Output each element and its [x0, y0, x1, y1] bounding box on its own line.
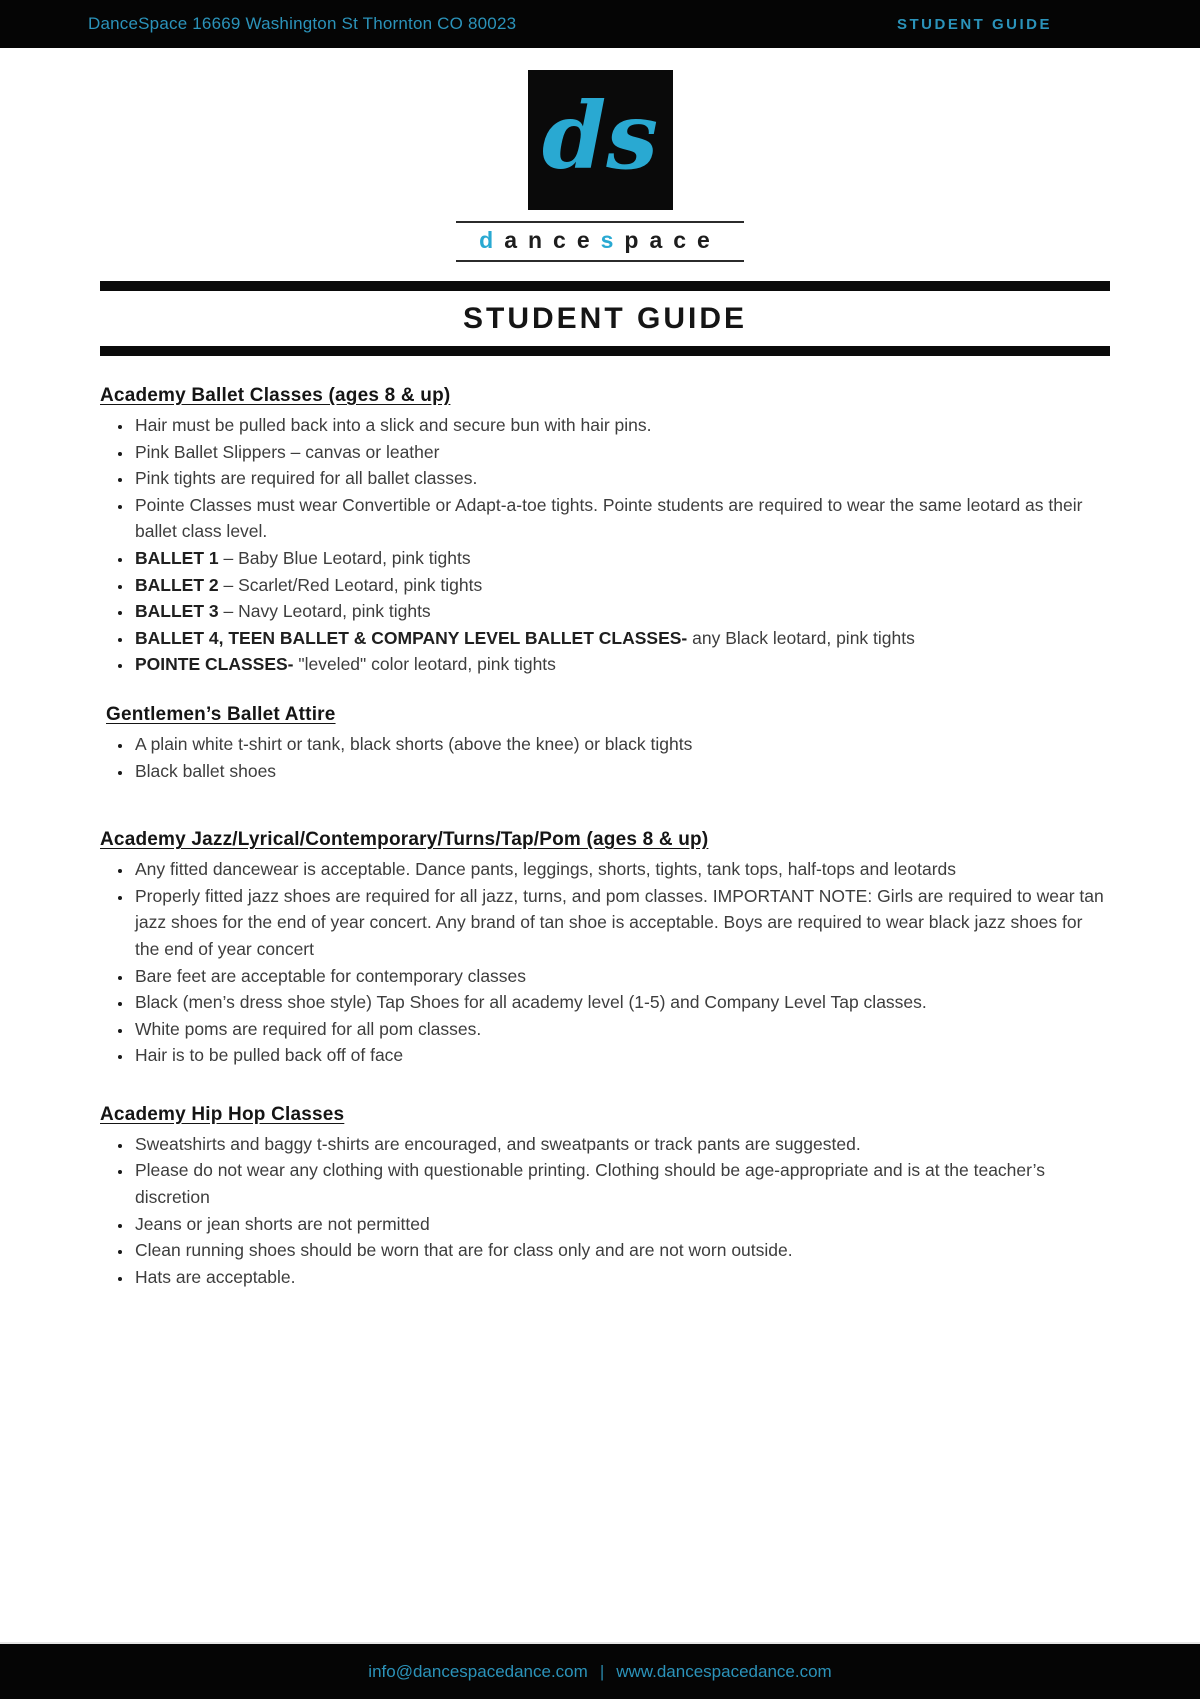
bullet-text: – Scarlet/Red Leotard, pink tights: [218, 574, 483, 595]
bullet-text: Sweatshirts and baggy t-shirts are encouraged, and sweatpants or track pants are suggested.: [135, 1133, 861, 1154]
bullet-text: A plain white t-shirt or tank, black shorts (above the knee) or black tights: [135, 733, 693, 754]
list-item: [133, 856, 1110, 883]
list-item: [133, 883, 1110, 963]
list-item: [133, 545, 1110, 572]
list-item: [133, 439, 1110, 466]
studio-address: DanceSpace 16669 Washington St Thornton CO 80023: [88, 14, 517, 33]
academy-hip-hop-list: [100, 1131, 1110, 1291]
dancespace-wordmark: [456, 221, 744, 262]
list-item: [133, 465, 1110, 492]
bullet-bold: POINTE CLASSES-: [135, 654, 294, 675]
bullet-text: Pointe Classes must wear Convertible or Adapt-a-toe tights. Pointe students are required to wear the same leotard as their ballet class level.: [135, 494, 1083, 542]
bullet-bold: BALLET 2: [135, 574, 219, 595]
bullet-text: Pink tights are required for all ballet classes.: [135, 468, 478, 489]
bullet-text: Hair must be pulled back into a slick and secure bun with hair pins.: [135, 415, 652, 435]
wordmark-ance: ance: [504, 227, 601, 253]
list-item: [133, 492, 1110, 545]
list-item: [133, 598, 1110, 625]
footer-website-link[interactable]: www.dancespacedance.com: [616, 1661, 832, 1681]
wordmark-letter-s: s: [600, 227, 625, 253]
list-item: [133, 1211, 1110, 1238]
bullet-text: – Baby Blue Leotard, pink tights: [218, 547, 471, 568]
bullet-text: Black ballet shoes: [135, 760, 277, 781]
bullet-text: Pink Ballet Slippers – canvas or leather: [135, 441, 440, 462]
logo-block: [0, 48, 1200, 262]
footer-bar: [0, 1642, 1200, 1699]
section-heading-academy-ballet: Academy Ballet Classes (ages 8 & up): [100, 385, 451, 406]
list-item: [133, 989, 1110, 1016]
list-item: [133, 1042, 1110, 1069]
gentlemens-attire-list: [100, 731, 1110, 784]
bullet-text: – Navy Leotard, pink tights: [218, 601, 431, 622]
list-item: [133, 1016, 1110, 1043]
list-item: [133, 412, 1110, 439]
bullet-bold: BALLET 4, TEEN BALLET & COMPANY LEVEL BALLET CLASSES-: [135, 627, 688, 648]
bullet-bold: BALLET 3: [135, 601, 219, 622]
list-item: [133, 625, 1110, 652]
academy-ballet-list: [100, 412, 1110, 678]
bullet-text: Please do not wear any clothing with questionable printing. Clothing should be age-appropriate and is at the teacher’s discretion: [135, 1160, 1045, 1208]
title-rule-top: [100, 281, 1110, 291]
section-heading-gentlemens-ballet-attire: Gentlemen’s Ballet Attire: [106, 703, 336, 725]
bullet-text: Hats are acceptable.: [135, 1266, 296, 1287]
page-title: STUDENT GUIDE: [462, 302, 747, 335]
footer-email-link[interactable]: info@dancespacedance.com: [368, 1661, 588, 1681]
list-item: [133, 963, 1110, 990]
bullet-text: Black (men’s dress shoe style) Tap Shoes for all academy level (1-5) and Company Level Tap classes.: [135, 992, 927, 1013]
list-item: [133, 1264, 1110, 1291]
wordmark-letter-d: d: [479, 227, 505, 253]
bullet-text: any Black leotard, pink tights: [687, 627, 915, 648]
dancespace-logo: [528, 70, 673, 210]
list-item: [133, 1237, 1110, 1264]
top-header-bar: [0, 0, 1200, 48]
bullet-text: White poms are required for all pom classes.: [135, 1018, 482, 1039]
list-item: [133, 572, 1110, 599]
section-heading-academy-jazz: Academy Jazz/Lyrical/Contemporary/Turns/Tap/Pom (ages 8 & up): [100, 829, 709, 851]
bullet-text: Hair is to be pulled back off of face: [135, 1045, 404, 1066]
wordmark-pace: pace: [624, 227, 721, 253]
list-item: [133, 731, 1110, 758]
header-page-label: STUDENT GUIDE: [896, 15, 1052, 33]
bullet-text: Clean running shoes should be worn that are for class only and are not worn outside.: [135, 1240, 793, 1261]
academy-jazz-list: [100, 856, 1110, 1069]
list-item: [133, 651, 1110, 678]
document-body: [0, 281, 1200, 1290]
bullet-bold: BALLET 1: [135, 547, 219, 568]
list-item: [133, 1157, 1110, 1210]
list-item: [133, 1131, 1110, 1158]
title-rule-bottom: [100, 346, 1110, 356]
section-heading-academy-hip-hop: Academy Hip Hop Classes: [100, 1103, 345, 1125]
bullet-text: Any fitted dancewear is acceptable. Dance pants, leggings, shorts, tights, tank tops, half-tops and leotards: [135, 859, 957, 880]
list-item: [133, 758, 1110, 785]
bullet-text: Jeans or jean shorts are not permitted: [135, 1213, 430, 1234]
ds-logo-monogram: ds: [541, 82, 659, 190]
bullet-text: "leveled" color leotard, pink tights: [293, 654, 556, 675]
bullet-text: Bare feet are acceptable for contemporary classes: [135, 965, 527, 986]
footer-separator: |: [599, 1661, 605, 1681]
bullet-text: Properly fitted jazz shoes are required for all jazz, turns, and pom classes. IMPORTANT NOTE: Girls are required to wear tan jazz shoes for the end of year concert. Any brand of tan shoe is acceptable. Boys are required to wear black jazz shoes for the end of year concert: [135, 885, 1104, 959]
